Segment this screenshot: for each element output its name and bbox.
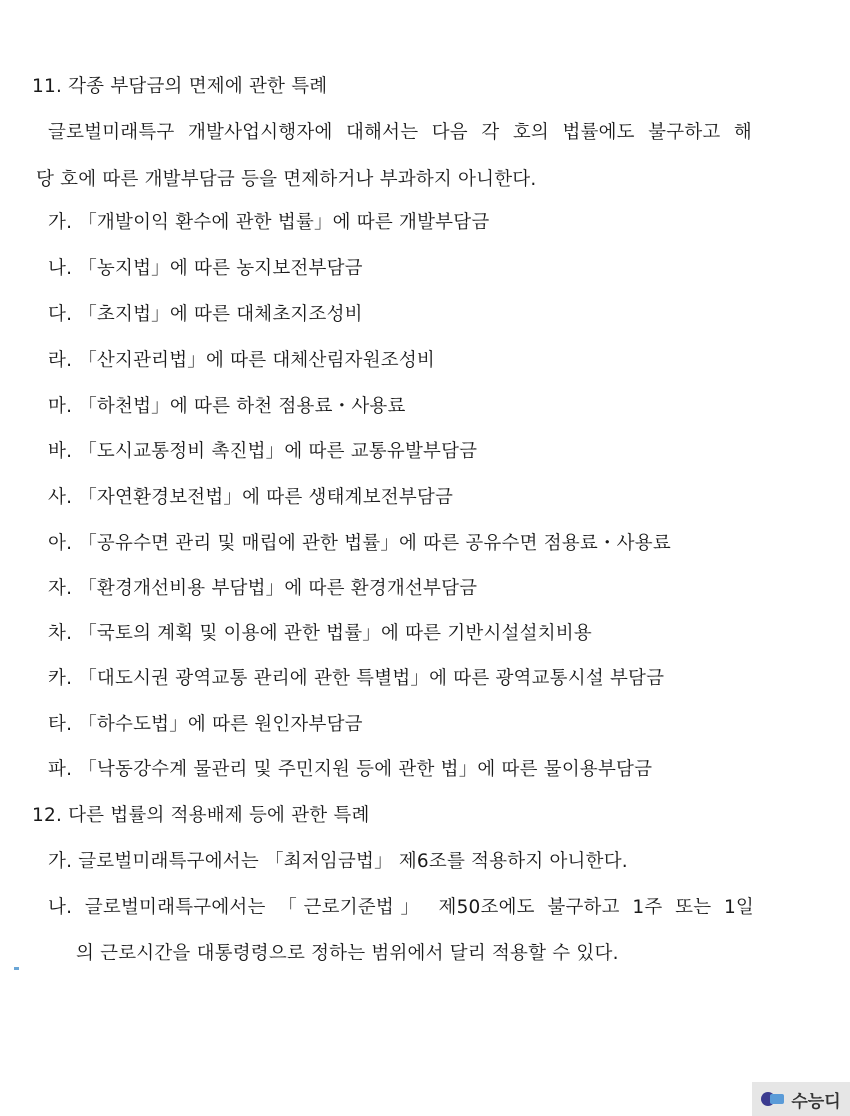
item-pa: 파. 「낙동강수계 물관리 및 주민지원 등에 관한 법」에 따른 물이용부담금: [48, 759, 653, 780]
site-watermark: [752, 1082, 850, 1116]
item-ga: 가. 「개발이익 환수에 관한 법률」에 따른 개발부담금: [48, 212, 490, 233]
section-11-body-line-2: 당 호에 따른 개발부담금 등을 면제하거나 부과하지 아니한다.: [36, 169, 537, 190]
item-a: 아. 「공유수면 관리 및 매립에 관한 법률」에 따른 공유수면 점용료・사용료: [48, 533, 671, 554]
section-12-item-na-line-2: 의 근로시간을 대통령령으로 정하는 범위에서 달리 적용할 수 있다.: [76, 943, 619, 964]
item-ta: 타. 「하수도법」에 따른 원인자부담금: [48, 714, 363, 735]
item-na: 나. 「농지법」에 따른 농지보전부담금: [48, 258, 363, 279]
item-ra: 라. 「산지관리법」에 따른 대체산림자원조성비: [48, 350, 436, 371]
section-12-heading: 12. 다른 법률의 적용배제 등에 관한 특례: [32, 805, 370, 826]
section-11-body-line-1: 글로벌미래특구 개발사업시행자에 대해서는 다음 각 호의 법률에도 불구하고 해: [48, 122, 752, 143]
watermark-label: 수능디: [791, 1091, 841, 1112]
item-da: 다. 「초지법」에 따른 대체초지조성비: [48, 304, 363, 325]
item-ba: 바. 「도시교통정비 촉진법」에 따른 교통유발부담금: [48, 441, 478, 462]
section-12-item-na-line-1: 나. 글로벌미래특구에서는 「근로기준법」 제50조에도 불구하고 1주 또는 1일: [48, 897, 754, 918]
section-11-heading: 11. 각종 부담금의 면제에 관한 특례: [32, 76, 328, 97]
scan-artifact: [14, 967, 19, 970]
item-cha: 차. 「국토의 계획 및 이용에 관한 법률」에 따른 기반시설설치비용: [48, 623, 592, 644]
item-ja: 자. 「환경개선비용 부담법」에 따른 환경개선부담금: [48, 578, 478, 599]
section-12-item-ga: 가. 글로벌미래특구에서는 「최저임금법」 제6조를 적용하지 아니한다.: [48, 851, 628, 872]
item-ka: 카. 「대도시권 광역교통 관리에 관한 특별법」에 따른 광역교통시설 부담금: [48, 668, 665, 689]
item-sa: 사. 「자연환경보전법」에 따른 생태계보전부담금: [48, 487, 454, 508]
item-ma: 마. 「하천법」에 따른 하천 점용료・사용료: [48, 396, 406, 417]
site-logo-icon: [761, 1090, 785, 1108]
